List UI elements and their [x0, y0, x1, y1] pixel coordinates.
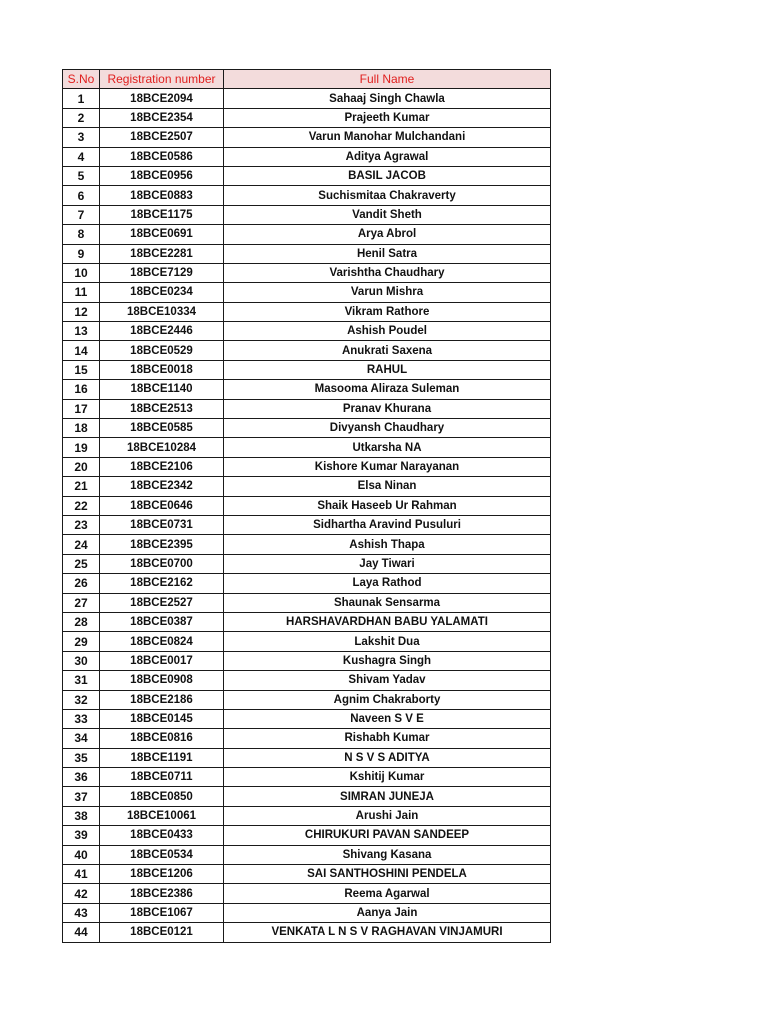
cell-full-name: Divyansh Chaudhary — [224, 419, 551, 438]
cell-sno: 7 — [63, 205, 100, 224]
cell-sno: 17 — [63, 399, 100, 418]
table-row — [63, 186, 551, 205]
cell-sno: 36 — [63, 768, 100, 787]
cell-sno: 27 — [63, 593, 100, 612]
cell-full-name: Anukrati Saxena — [224, 341, 551, 360]
cell-sno: 31 — [63, 671, 100, 690]
table-row — [63, 690, 551, 709]
cell-registration-number: 18BCE7129 — [100, 263, 224, 282]
cell-registration-number: 18BCE0387 — [100, 612, 224, 631]
cell-sno: 29 — [63, 632, 100, 651]
cell-full-name: Naveen S V E — [224, 709, 551, 728]
cell-full-name: Vikram Rathore — [224, 302, 551, 321]
cell-full-name: N S V S ADITYA — [224, 748, 551, 767]
spreadsheet-page — [62, 69, 550, 943]
cell-sno: 13 — [63, 322, 100, 341]
table-row — [63, 380, 551, 399]
table-row — [63, 477, 551, 496]
cell-registration-number: 18BCE10284 — [100, 438, 224, 457]
cell-registration-number: 18BCE2527 — [100, 593, 224, 612]
cell-sno: 19 — [63, 438, 100, 457]
cell-full-name: Sahaaj Singh Chawla — [224, 89, 551, 108]
cell-registration-number: 18BCE0956 — [100, 166, 224, 185]
cell-registration-number: 18BCE0883 — [100, 186, 224, 205]
cell-sno: 34 — [63, 729, 100, 748]
table-row — [63, 651, 551, 670]
cell-full-name: VENKATA L N S V RAGHAVAN VINJAMURI — [224, 923, 551, 942]
table-row — [63, 166, 551, 185]
header-sno: S.No — [63, 70, 100, 89]
cell-sno: 26 — [63, 574, 100, 593]
cell-sno: 3 — [63, 128, 100, 147]
cell-sno: 28 — [63, 612, 100, 631]
cell-registration-number: 18BCE0700 — [100, 554, 224, 573]
student-table — [62, 69, 551, 943]
cell-full-name: HARSHAVARDHAN BABU YALAMATI — [224, 612, 551, 631]
cell-full-name: Agnim Chakraborty — [224, 690, 551, 709]
cell-full-name: SAI SANTHOSHINI PENDELA — [224, 865, 551, 884]
table-row — [63, 147, 551, 166]
header-registration-number: Registration number — [100, 70, 224, 89]
cell-sno: 2 — [63, 108, 100, 127]
cell-registration-number: 18BCE0816 — [100, 729, 224, 748]
cell-full-name: Jay Tiwari — [224, 554, 551, 573]
cell-full-name: Rishabh Kumar — [224, 729, 551, 748]
cell-sno: 9 — [63, 244, 100, 263]
cell-sno: 40 — [63, 845, 100, 864]
table-row — [63, 709, 551, 728]
cell-sno: 30 — [63, 651, 100, 670]
table-row — [63, 263, 551, 282]
table-row — [63, 399, 551, 418]
cell-registration-number: 18BCE1191 — [100, 748, 224, 767]
cell-sno: 23 — [63, 515, 100, 534]
cell-registration-number: 18BCE10334 — [100, 302, 224, 321]
cell-full-name: Prajeeth Kumar — [224, 108, 551, 127]
cell-sno: 4 — [63, 147, 100, 166]
cell-sno: 38 — [63, 806, 100, 825]
table-row — [63, 438, 551, 457]
table-row — [63, 806, 551, 825]
cell-full-name: Arya Abrol — [224, 225, 551, 244]
cell-registration-number: 18BCE2446 — [100, 322, 224, 341]
cell-registration-number: 18BCE0586 — [100, 147, 224, 166]
table-row — [63, 283, 551, 302]
table-row — [63, 768, 551, 787]
table-row — [63, 496, 551, 515]
table-row — [63, 903, 551, 922]
header-full-name: Full Name — [224, 70, 551, 89]
table-row — [63, 108, 551, 127]
cell-sno: 44 — [63, 923, 100, 942]
table-row — [63, 845, 551, 864]
table-row — [63, 671, 551, 690]
table-row — [63, 244, 551, 263]
cell-registration-number: 18BCE0850 — [100, 787, 224, 806]
cell-registration-number: 18BCE2513 — [100, 399, 224, 418]
cell-full-name: Varun Mishra — [224, 283, 551, 302]
table-row — [63, 322, 551, 341]
cell-sno: 6 — [63, 186, 100, 205]
table-row — [63, 632, 551, 651]
cell-registration-number: 18BCE0534 — [100, 845, 224, 864]
table-row — [63, 923, 551, 942]
cell-full-name: Shaunak Sensarma — [224, 593, 551, 612]
table-row — [63, 865, 551, 884]
cell-sno: 24 — [63, 535, 100, 554]
cell-full-name: Aanya Jain — [224, 903, 551, 922]
cell-registration-number: 18BCE2281 — [100, 244, 224, 263]
cell-sno: 37 — [63, 787, 100, 806]
table-row — [63, 554, 551, 573]
cell-full-name: Aditya Agrawal — [224, 147, 551, 166]
cell-full-name: Kushagra Singh — [224, 651, 551, 670]
cell-sno: 5 — [63, 166, 100, 185]
cell-sno: 16 — [63, 380, 100, 399]
table-row — [63, 535, 551, 554]
table-row — [63, 419, 551, 438]
cell-full-name: Arushi Jain — [224, 806, 551, 825]
cell-sno: 35 — [63, 748, 100, 767]
cell-full-name: Elsa Ninan — [224, 477, 551, 496]
cell-sno: 42 — [63, 884, 100, 903]
cell-sno: 1 — [63, 89, 100, 108]
cell-registration-number: 18BCE2106 — [100, 457, 224, 476]
cell-full-name: Vandit Sheth — [224, 205, 551, 224]
cell-full-name: Masooma Aliraza Suleman — [224, 380, 551, 399]
cell-full-name: Ashish Poudel — [224, 322, 551, 341]
cell-full-name: Suchismitaa Chakraverty — [224, 186, 551, 205]
cell-registration-number: 18BCE1175 — [100, 205, 224, 224]
table-row — [63, 128, 551, 147]
table-row — [63, 360, 551, 379]
cell-registration-number: 18BCE0691 — [100, 225, 224, 244]
cell-sno: 21 — [63, 477, 100, 496]
cell-full-name: Henil Satra — [224, 244, 551, 263]
cell-full-name: Kshitij Kumar — [224, 768, 551, 787]
table-row — [63, 787, 551, 806]
cell-sno: 11 — [63, 283, 100, 302]
table-row — [63, 205, 551, 224]
cell-sno: 8 — [63, 225, 100, 244]
cell-registration-number: 18BCE2094 — [100, 89, 224, 108]
cell-registration-number: 18BCE0433 — [100, 826, 224, 845]
cell-registration-number: 18BCE2162 — [100, 574, 224, 593]
cell-registration-number: 18BCE0646 — [100, 496, 224, 515]
cell-full-name: Laya Rathod — [224, 574, 551, 593]
cell-full-name: Pranav Khurana — [224, 399, 551, 418]
cell-registration-number: 18BCE0908 — [100, 671, 224, 690]
table-row — [63, 457, 551, 476]
cell-full-name: Shivam Yadav — [224, 671, 551, 690]
table-row — [63, 515, 551, 534]
cell-sno: 22 — [63, 496, 100, 515]
cell-full-name: Varun Manohar Mulchandani — [224, 128, 551, 147]
cell-sno: 33 — [63, 709, 100, 728]
cell-full-name: Sidhartha Aravind Pusuluri — [224, 515, 551, 534]
cell-full-name: Reema Agarwal — [224, 884, 551, 903]
cell-registration-number: 18BCE2342 — [100, 477, 224, 496]
cell-registration-number: 18BCE0711 — [100, 768, 224, 787]
cell-registration-number: 18BCE0824 — [100, 632, 224, 651]
cell-full-name: Ashish Thapa — [224, 535, 551, 554]
cell-full-name: Shaik Haseeb Ur Rahman — [224, 496, 551, 515]
cell-sno: 25 — [63, 554, 100, 573]
cell-registration-number: 18BCE0121 — [100, 923, 224, 942]
cell-full-name: Lakshit Dua — [224, 632, 551, 651]
cell-sno: 12 — [63, 302, 100, 321]
cell-registration-number: 18BCE2354 — [100, 108, 224, 127]
table-row — [63, 574, 551, 593]
cell-registration-number: 18BCE1140 — [100, 380, 224, 399]
cell-full-name: BASIL JACOB — [224, 166, 551, 185]
cell-registration-number: 18BCE0018 — [100, 360, 224, 379]
header-row — [63, 70, 551, 89]
cell-registration-number: 18BCE0731 — [100, 515, 224, 534]
cell-registration-number: 18BCE2186 — [100, 690, 224, 709]
cell-sno: 39 — [63, 826, 100, 845]
cell-registration-number: 18BCE2386 — [100, 884, 224, 903]
cell-registration-number: 18BCE0585 — [100, 419, 224, 438]
cell-sno: 15 — [63, 360, 100, 379]
cell-sno: 20 — [63, 457, 100, 476]
table-row — [63, 593, 551, 612]
cell-full-name: RAHUL — [224, 360, 551, 379]
table-row — [63, 612, 551, 631]
cell-full-name: SIMRAN JUNEJA — [224, 787, 551, 806]
cell-full-name: Kishore Kumar Narayanan — [224, 457, 551, 476]
cell-registration-number: 18BCE2395 — [100, 535, 224, 554]
cell-sno: 10 — [63, 263, 100, 282]
cell-sno: 43 — [63, 903, 100, 922]
table-row — [63, 826, 551, 845]
cell-sno: 32 — [63, 690, 100, 709]
cell-registration-number: 18BCE0145 — [100, 709, 224, 728]
cell-registration-number: 18BCE2507 — [100, 128, 224, 147]
cell-registration-number: 18BCE1067 — [100, 903, 224, 922]
cell-registration-number: 18BCE0234 — [100, 283, 224, 302]
cell-full-name: Utkarsha NA — [224, 438, 551, 457]
table-row — [63, 729, 551, 748]
cell-full-name: CHIRUKURI PAVAN SANDEEP — [224, 826, 551, 845]
cell-registration-number: 18BCE0529 — [100, 341, 224, 360]
cell-full-name: Varishtha Chaudhary — [224, 263, 551, 282]
table-row — [63, 748, 551, 767]
table-body — [63, 89, 551, 942]
cell-full-name: Shivang Kasana — [224, 845, 551, 864]
table-row — [63, 225, 551, 244]
cell-registration-number: 18BCE1206 — [100, 865, 224, 884]
cell-sno: 18 — [63, 419, 100, 438]
cell-sno: 41 — [63, 865, 100, 884]
table-row — [63, 341, 551, 360]
cell-registration-number: 18BCE0017 — [100, 651, 224, 670]
cell-registration-number: 18BCE10061 — [100, 806, 224, 825]
cell-sno: 14 — [63, 341, 100, 360]
table-row — [63, 884, 551, 903]
table-row — [63, 89, 551, 108]
table-row — [63, 302, 551, 321]
